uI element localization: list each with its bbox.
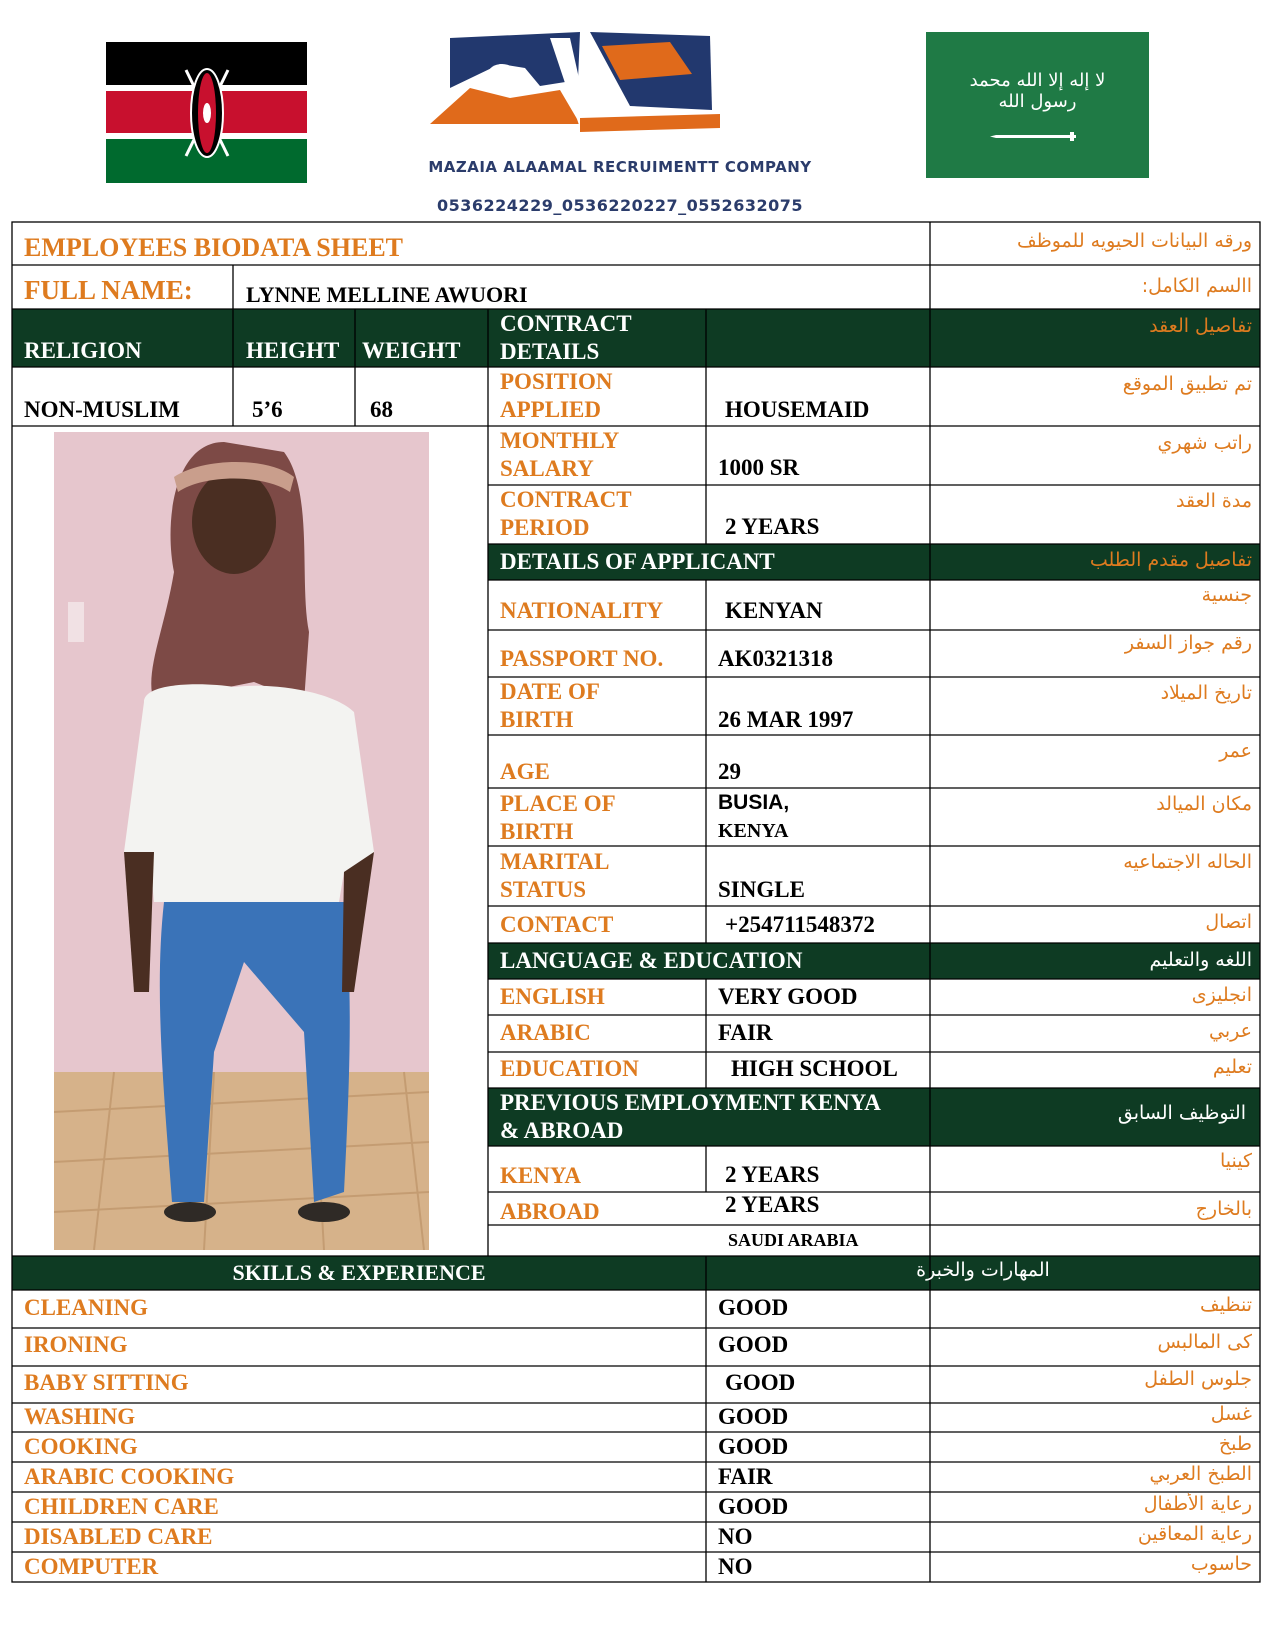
position-label-2: APPLIED — [500, 397, 601, 422]
saudi-flag-text: لا إله إلا الله محمد رسول الله — [969, 70, 1106, 112]
full-name-label: FULL NAME: — [24, 276, 193, 304]
marital-label-1: MARITAL — [500, 849, 610, 874]
arabic-value: FAIR — [718, 1020, 773, 1045]
skill-value: FAIR — [718, 1464, 773, 1489]
skill-label-ar: كى المالبس — [1157, 1331, 1252, 1353]
language-header-ar: اللغه والتعليم — [1149, 949, 1252, 971]
sheet-title-ar: ورقه البيانات الحيويه للموظف — [1016, 230, 1252, 252]
dob-label-1: DATE OF — [500, 679, 600, 704]
kenya-label: KENYA — [500, 1163, 581, 1188]
skill-value: GOOD — [718, 1404, 789, 1429]
skill-label-ar: الطبخ العربي — [1149, 1463, 1252, 1485]
skill-value: NO — [718, 1554, 753, 1579]
company-phones: 0536224229_0536220227_0552632075 — [437, 196, 803, 215]
kenya-value: 2 YEARS — [725, 1162, 820, 1187]
nationality-value: KENYAN — [725, 598, 823, 623]
height-value: 5’6 — [252, 397, 283, 422]
employment-header-1: PREVIOUS EMPLOYMENT KENYA — [500, 1090, 881, 1115]
skill-value: GOOD — [718, 1434, 789, 1459]
pob-label-ar: مكان الميالد — [1156, 793, 1252, 815]
height-header: HEIGHT — [246, 338, 340, 363]
full-name-value: LYNNE MELLINE AWUORI — [246, 282, 528, 307]
applicant-photo — [54, 432, 429, 1250]
education-label-ar: تعليم — [1212, 1056, 1252, 1078]
period-label-2: PERIOD — [500, 515, 590, 540]
salary-value: 1000 SR — [718, 455, 800, 480]
employment-header-2: & ABROAD — [500, 1118, 624, 1143]
applicant-header: DETAILS OF APPLICANT — [500, 549, 775, 574]
skill-label-ar: رعاية الأطفال — [1143, 1493, 1252, 1515]
skill-label: IRONING — [24, 1332, 128, 1357]
contact-value: +254711548372 — [725, 912, 875, 937]
weight-header: WEIGHT — [362, 338, 461, 363]
salary-label-2: SALARY — [500, 456, 594, 481]
religion-header: RELIGION — [24, 338, 142, 363]
period-label-ar: مدة العقد — [1176, 490, 1252, 512]
skill-label: DISABLED CARE — [24, 1524, 213, 1549]
dob-label-ar: تاريخ الميلاد — [1160, 682, 1252, 704]
salary-label-1: MONTHLY — [500, 428, 620, 453]
contact-label-ar: اتصال — [1205, 911, 1252, 933]
skill-label-ar: حاسوب — [1190, 1553, 1252, 1575]
contract-header-2: DETAILS — [500, 339, 600, 364]
skill-value: GOOD — [718, 1494, 789, 1519]
sheet-title: EMPLOYEES BIODATA SHEET — [24, 234, 404, 262]
dob-value: 26 MAR 1997 — [718, 707, 854, 732]
skill-label-ar: طبخ — [1218, 1433, 1252, 1455]
skills-header-ar: المهارات والخبرة — [916, 1259, 1050, 1281]
kenya-label-ar: كينيا — [1219, 1150, 1252, 1172]
pob-label-1: PLACE OF — [500, 791, 616, 816]
position-label-ar: تم تطبيق الموقع — [1122, 373, 1252, 395]
position-label-1: POSITION — [500, 369, 613, 394]
age-label-ar: عمر — [1219, 740, 1252, 762]
age-label: AGE — [500, 759, 550, 784]
dob-label-2: BIRTH — [500, 707, 574, 732]
passport-value: AK0321318 — [718, 646, 833, 671]
period-value: 2 YEARS — [725, 514, 820, 539]
passport-label-ar: رقم جواز السفر — [1124, 632, 1252, 654]
pob-label-2: BIRTH — [500, 819, 574, 844]
abroad-label-ar: بالخارج — [1195, 1198, 1252, 1220]
skill-value: GOOD — [725, 1370, 796, 1395]
marital-label-ar: الحاله الاجتماعيه — [1123, 851, 1252, 873]
skill-label: COMPUTER — [24, 1554, 159, 1579]
period-label-1: CONTRACT — [500, 487, 632, 512]
skill-label: COOKING — [24, 1434, 138, 1459]
skill-label-ar: رعاية المعاقين — [1137, 1523, 1252, 1545]
religion-value: NON-MUSLIM — [24, 397, 180, 422]
skill-label: WASHING — [24, 1404, 136, 1429]
skill-label: ARABIC COOKING — [24, 1464, 235, 1489]
skill-label: BABY SITTING — [24, 1370, 189, 1395]
nationality-label: NATIONALITY — [500, 598, 664, 623]
skill-value: GOOD — [718, 1295, 789, 1320]
skill-value: NO — [718, 1524, 753, 1549]
skills-header: SKILLS & EXPERIENCE — [232, 1260, 486, 1285]
pob-value-1: BUSIA, — [718, 791, 790, 814]
contact-label: CONTACT — [500, 912, 614, 937]
marital-label-2: STATUS — [500, 877, 587, 902]
skill-value: GOOD — [718, 1332, 789, 1357]
nationality-label-ar: جنسية — [1201, 584, 1252, 606]
marital-value: SINGLE — [718, 877, 805, 902]
position-value: HOUSEMAID — [725, 397, 870, 422]
skill-label-ar: غسل — [1210, 1403, 1252, 1425]
contract-header-ar: تفاصيل العقد — [1149, 315, 1252, 337]
full-name-label-ar: االسم الكامل: — [1141, 275, 1252, 297]
skill-label: CLEANING — [24, 1295, 148, 1320]
abroad-label: ABROAD — [500, 1199, 600, 1224]
english-label: ENGLISH — [500, 984, 605, 1009]
salary-label-ar: راتب شهري — [1157, 432, 1252, 454]
english-label-ar: انجليزى — [1191, 984, 1252, 1006]
skill-label: CHILDREN CARE — [24, 1494, 219, 1519]
company-name: MAZAIA ALAAMAL RECRUIMENTT COMPANY — [428, 158, 812, 176]
contract-header-1: CONTRACT — [500, 311, 632, 336]
employment-header-ar: التوظيف السابق — [1117, 1102, 1246, 1124]
arabic-label-ar: عربي — [1209, 1020, 1252, 1042]
weight-value: 68 — [370, 397, 393, 422]
skill-label-ar: تنظيف — [1199, 1294, 1252, 1316]
education-value: HIGH SCHOOL — [731, 1056, 898, 1081]
passport-label: PASSPORT NO. — [500, 646, 664, 671]
language-header: LANGUAGE & EDUCATION — [500, 948, 803, 973]
applicant-header-ar: تفاصيل مقدم الطلب — [1089, 549, 1252, 571]
skill-label-ar: جلوس الطفل — [1144, 1368, 1252, 1390]
pob-value-2: KENYA — [718, 820, 789, 842]
education-label: EDUCATION — [500, 1056, 639, 1081]
abroad-value: 2 YEARS — [725, 1192, 820, 1217]
english-value: VERY GOOD — [718, 984, 858, 1009]
abroad-country: SAUDI ARABIA — [728, 1230, 859, 1250]
age-value: 29 — [718, 759, 741, 784]
arabic-label: ARABIC — [500, 1020, 591, 1045]
